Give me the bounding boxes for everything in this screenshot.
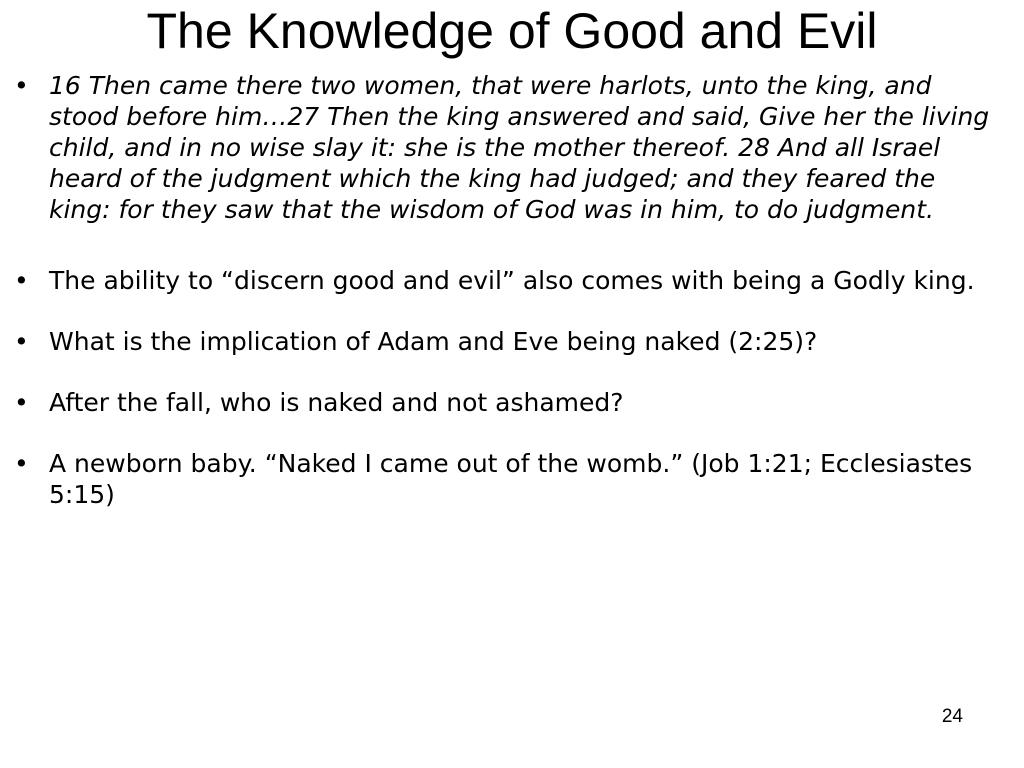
bullet-after-fall: • After the fall, who is naked and not ashamed? [14,387,1004,418]
bullet-newborn-baby: • A newborn baby. “Naked I came out of the womb.” (Job 1:21; Ecclesiastes 5:15) [14,448,1004,510]
bullet-discern-good-evil: • The ability to “discern good and evil” also comes with being a Godly king. [14,265,1004,296]
page-number: 24 [941,706,963,727]
bullet-naked-implication: • What is the implication of Adam and Eve being naked (2:25)? [14,326,1004,357]
slide-title: The Knowledge of Good and Evil [146,3,878,59]
bullet-list [14,70,1004,540]
bullet-scripture-quote: • 16 Then came there two women, that were harlots, unto the king, and stood before him…27 Then the king answered and said, Give her the living child, and in no wise slay it: she is the mother thereof. 28 And all Israel heard of the judgment which the king had judged; and they feared the king: for they saw that the wisdom of God was in him, to do judgment. [14,70,1004,225]
